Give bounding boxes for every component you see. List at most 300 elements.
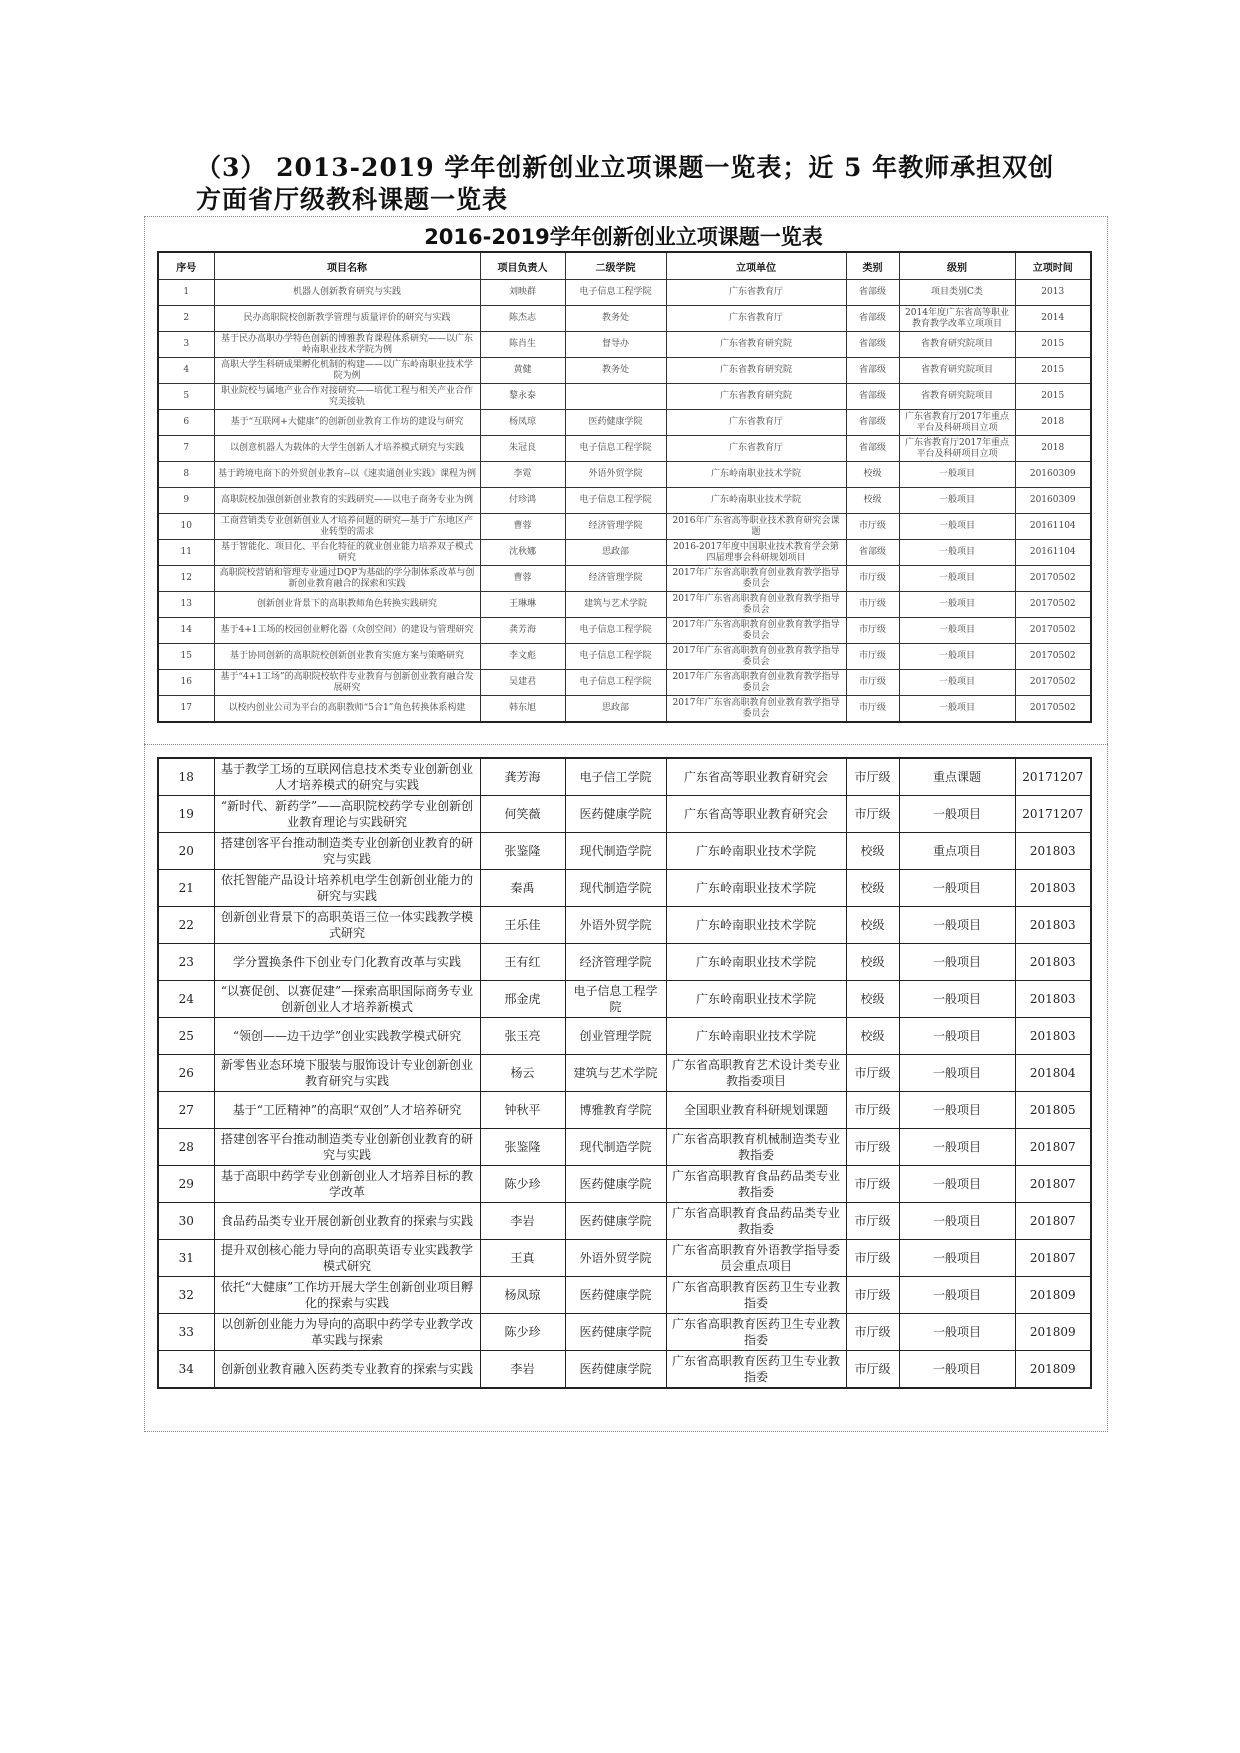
cell-leader: 杨凤琼 — [480, 410, 565, 436]
table-row — [158, 488, 1091, 514]
cell-index: 15 — [158, 644, 214, 670]
cell-date: 201803 — [1015, 1018, 1091, 1055]
cell-leader: 张玉亮 — [480, 1018, 565, 1055]
cell-college: 医药健康学院 — [565, 1203, 666, 1240]
cell-date: 2015 — [1015, 358, 1091, 384]
table-row — [158, 833, 1091, 870]
cell-category: 市厅级 — [846, 1203, 899, 1240]
cell-unit: 2017年广东省高职教育创业教育教学指导委员会 — [666, 696, 846, 723]
cell-college: 医药健康学院 — [565, 410, 666, 436]
cell-project-name: 以创新创业能力为导向的高职中药学专业教学改革实践与探索 — [214, 1314, 480, 1351]
table-row — [158, 1092, 1091, 1129]
cell-date: 201804 — [1015, 1055, 1091, 1092]
cell-level: 一般项目 — [899, 514, 1015, 540]
cell-category: 市厅级 — [846, 592, 899, 618]
cell-date: 20160309 — [1015, 462, 1091, 488]
table-row — [158, 944, 1091, 981]
cell-project-name: 依托“大健康”工作坊开展大学生创新创业项目孵化的探索与实践 — [214, 1277, 480, 1314]
cell-level: 一般项目 — [899, 488, 1015, 514]
cell-category: 市厅级 — [846, 1055, 899, 1092]
cell-unit: 广东省教育研究院 — [666, 384, 846, 410]
cell-project-name: “以赛促创、以赛促建”—探索高职国际商务专业创新创业人才培养新模式 — [214, 981, 480, 1018]
cell-leader: 朱冠良 — [480, 436, 565, 462]
cell-index: 19 — [158, 796, 214, 833]
cell-project-name: 高职院校加强创新创业教育的实践研究——以电子商务专业为例 — [214, 488, 480, 514]
cell-unit: 2017年广东省高职教育创业教育教学指导委员会 — [666, 644, 846, 670]
col-header-leader: 项目负责人 — [480, 252, 565, 280]
cell-date: 201807 — [1015, 1166, 1091, 1203]
cell-date: 201809 — [1015, 1314, 1091, 1351]
col-header-category: 类别 — [846, 252, 899, 280]
cell-leader: 邢金虎 — [480, 981, 565, 1018]
cell-category: 校级 — [846, 944, 899, 981]
table-row — [158, 514, 1091, 540]
cell-leader: 李岩 — [480, 1203, 565, 1240]
cell-level: 一般项目 — [899, 1203, 1015, 1240]
cell-date: 20170502 — [1015, 618, 1091, 644]
cell-leader: 陈肖生 — [480, 332, 565, 358]
cell-level: 一般项目 — [899, 1166, 1015, 1203]
cell-college: 外语外贸学院 — [565, 907, 666, 944]
cell-date: 20170502 — [1015, 644, 1091, 670]
table-row — [158, 306, 1091, 332]
col-header-index: 序号 — [158, 252, 214, 280]
cell-date: 201803 — [1015, 907, 1091, 944]
cell-college: 经济管理学院 — [565, 566, 666, 592]
cell-index: 18 — [158, 758, 214, 796]
cell-project-name: 高职大学生科研成果孵化机制的构建——以广东岭南职业技术学院为例 — [214, 358, 480, 384]
col-header-level: 级别 — [899, 252, 1015, 280]
cell-college: 电子信息工程学院 — [565, 981, 666, 1018]
table-row — [158, 981, 1091, 1018]
cell-category: 市厅级 — [846, 1092, 899, 1129]
table-row — [158, 696, 1091, 723]
cell-college: 现代制造学院 — [565, 1129, 666, 1166]
cell-unit: 广东岭南职业技术学院 — [666, 488, 846, 514]
cell-category: 校级 — [846, 833, 899, 870]
section-heading: （3） 2013-2019 学年创新创业立项课题一览表；近 5 年教师承担双创方面省厅级教科课题一览表 — [196, 153, 1055, 214]
cell-college: 现代制造学院 — [565, 833, 666, 870]
cell-college: 创业管理学院 — [565, 1018, 666, 1055]
cell-unit: 广东岭南职业技术学院 — [666, 870, 846, 907]
cell-project-name: 搭建创客平台推动制造类专业创新创业教育的研究与实践 — [214, 833, 480, 870]
cell-college: 外语外贸学院 — [565, 462, 666, 488]
cell-level: 一般项目 — [899, 1314, 1015, 1351]
cell-date: 2013 — [1015, 280, 1091, 306]
cell-unit: 广东省教育厅 — [666, 436, 846, 462]
cell-level: 重点项目 — [899, 833, 1015, 870]
cell-college: 教务处 — [565, 358, 666, 384]
table-row — [158, 796, 1091, 833]
projects-table-upper — [157, 251, 1092, 723]
cell-category: 省部级 — [846, 358, 899, 384]
cell-category: 市厅级 — [846, 1351, 899, 1389]
cell-index: 32 — [158, 1277, 214, 1314]
cell-unit: 广东省高职教育医药卫生专业教指委 — [666, 1277, 846, 1314]
cell-category: 省部级 — [846, 332, 899, 358]
cell-date: 201805 — [1015, 1092, 1091, 1129]
cell-index: 29 — [158, 1166, 214, 1203]
cell-date: 201807 — [1015, 1203, 1091, 1240]
table-row — [158, 280, 1091, 306]
cell-category: 市厅级 — [846, 796, 899, 833]
cell-date: 201809 — [1015, 1351, 1091, 1389]
cell-project-name: 以创意机器人为载体的大学生创新人才培养模式研究与实践 — [214, 436, 480, 462]
cell-project-name: 基于跨境电商下的外贸创业教育--以《速卖通创业实践》课程为例 — [214, 462, 480, 488]
cell-category: 校级 — [846, 870, 899, 907]
cell-index: 17 — [158, 696, 214, 723]
cell-index: 7 — [158, 436, 214, 462]
table-row — [158, 540, 1091, 566]
cell-date: 20161104 — [1015, 514, 1091, 540]
cell-project-name: 基于“工匠精神”的高职“双创”人才培养研究 — [214, 1092, 480, 1129]
col-header-college: 二级学院 — [565, 252, 666, 280]
cell-level: 广东省教育厅2017年重点平台及科研项目立项 — [899, 436, 1015, 462]
table-row — [158, 462, 1091, 488]
cell-leader: 王有红 — [480, 944, 565, 981]
cell-category: 校级 — [846, 981, 899, 1018]
cell-unit: 2017年广东省高职教育创业教育教学指导委员会 — [666, 618, 846, 644]
cell-leader: 吴建君 — [480, 670, 565, 696]
cell-category: 省部级 — [846, 280, 899, 306]
cell-leader: 秦禹 — [480, 870, 565, 907]
cell-leader: 钟秋平 — [480, 1092, 565, 1129]
cell-leader: 付珍鸿 — [480, 488, 565, 514]
cell-college: 经济管理学院 — [565, 514, 666, 540]
col-header-date: 立项时间 — [1015, 252, 1091, 280]
cell-index: 1 — [158, 280, 214, 306]
cell-date: 2018 — [1015, 436, 1091, 462]
cell-project-name: 食品药品类专业开展创新创业教育的探索与实践 — [214, 1203, 480, 1240]
table-row — [158, 1277, 1091, 1314]
cell-unit: 广东省教育厅 — [666, 410, 846, 436]
table-row — [158, 644, 1091, 670]
cell-leader: 龚芳海 — [480, 618, 565, 644]
table-row — [158, 1314, 1091, 1351]
cell-date: 2014 — [1015, 306, 1091, 332]
cell-college: 督导办 — [565, 332, 666, 358]
cell-college: 电子信息工程学院 — [565, 644, 666, 670]
cell-unit: 2016年广东省高等职业技术教育研究会课题 — [666, 514, 846, 540]
table-row — [158, 670, 1091, 696]
cell-date: 2015 — [1015, 384, 1091, 410]
cell-unit: 2017年广东省高职教育创业教育教学指导委员会 — [666, 670, 846, 696]
cell-level: 一般项目 — [899, 1240, 1015, 1277]
cell-index: 12 — [158, 566, 214, 592]
cell-leader: 陈杰志 — [480, 306, 565, 332]
cell-unit: 2017年广东省高职教育创业教育教学指导委员会 — [666, 592, 846, 618]
cell-index: 31 — [158, 1240, 214, 1277]
cell-unit: 广东岭南职业技术学院 — [666, 833, 846, 870]
cell-college: 教务处 — [565, 306, 666, 332]
table-header-row — [158, 252, 1091, 280]
cell-category: 校级 — [846, 488, 899, 514]
table-row — [158, 907, 1091, 944]
cell-unit: 广东省高职教育机械制造类专业教指委 — [666, 1129, 846, 1166]
cell-level: 一般项目 — [899, 566, 1015, 592]
cell-date: 201803 — [1015, 870, 1091, 907]
table-row — [158, 332, 1091, 358]
cell-unit: 广东省高等职业教育研究会 — [666, 758, 846, 796]
cell-date: 201807 — [1015, 1240, 1091, 1277]
cell-leader: 杨云 — [480, 1055, 565, 1092]
cell-index: 30 — [158, 1203, 214, 1240]
cell-category: 市厅级 — [846, 670, 899, 696]
cell-level: 一般项目 — [899, 1092, 1015, 1129]
cell-college: 医药健康学院 — [565, 1277, 666, 1314]
cell-level: 一般项目 — [899, 870, 1015, 907]
cell-college: 经济管理学院 — [565, 944, 666, 981]
cell-unit: 2016-2017年度中国职业技术教育学会第四届理事会科研规划项目 — [666, 540, 846, 566]
cell-category: 市厅级 — [846, 1129, 899, 1166]
cell-index: 23 — [158, 944, 214, 981]
table-row — [158, 592, 1091, 618]
cell-index: 8 — [158, 462, 214, 488]
cell-college: 外语外贸学院 — [565, 1240, 666, 1277]
cell-college: 电子信息工程学院 — [565, 670, 666, 696]
cell-category: 省部级 — [846, 306, 899, 332]
cell-level: 一般项目 — [899, 1018, 1015, 1055]
cell-index: 20 — [158, 833, 214, 870]
table-row — [158, 1351, 1091, 1389]
cell-level: 一般项目 — [899, 1351, 1015, 1389]
cell-project-name: 以校内创业公司为平台的高职教师“5合1”角色转换体系构建 — [214, 696, 480, 723]
cell-college: 博雅教育学院 — [565, 1092, 666, 1129]
cell-unit: 广东省教育研究院 — [666, 332, 846, 358]
cell-index: 6 — [158, 410, 214, 436]
cell-category: 校级 — [846, 1018, 899, 1055]
cell-project-name: 依托智能产品设计培养机电学生创新创业能力的研究与实践 — [214, 870, 480, 907]
cell-unit: 广东岭南职业技术学院 — [666, 1018, 846, 1055]
cell-project-name: 基于民办高职办学特色创新的博雅教育课程体系研究——以广东岭南职业技术学院为例 — [214, 332, 480, 358]
cell-date: 20160309 — [1015, 488, 1091, 514]
cell-category: 市厅级 — [846, 1277, 899, 1314]
cell-level: 一般项目 — [899, 592, 1015, 618]
cell-project-name: 创新创业背景下的高职教师角色转换实践研究 — [214, 592, 480, 618]
table-row — [158, 410, 1091, 436]
table-row — [158, 436, 1091, 462]
cell-project-name: 高职院校营销和管理专业通过DQP为基础的学分制体系改革与创新创业教育融合的探索和实践 — [214, 566, 480, 592]
cell-level: 2014年度广东省高等职业教育教学改革立项项目 — [899, 306, 1015, 332]
cell-date: 20170502 — [1015, 592, 1091, 618]
cell-project-name: 提升双创核心能力导向的高职英语专业实践教学模式研究 — [214, 1240, 480, 1277]
cell-date: 20171207 — [1015, 758, 1091, 796]
table-row — [158, 1166, 1091, 1203]
cell-project-name: 基于教学工场的互联网信息技术类专业创新创业人才培养模式的研究与实践 — [214, 758, 480, 796]
cell-leader: 杨凤琼 — [480, 1277, 565, 1314]
cell-unit: 广东省教育研究院 — [666, 358, 846, 384]
cell-index: 13 — [158, 592, 214, 618]
cell-leader: 刘映群 — [480, 280, 565, 306]
cell-project-name: 民办高职院校创新教学管理与质量评价的研究与实践 — [214, 306, 480, 332]
cell-college: 医药健康学院 — [565, 796, 666, 833]
cell-project-name: 创新创业教育融入医药类专业教育的探索与实践 — [214, 1351, 480, 1389]
cell-index: 22 — [158, 907, 214, 944]
cell-index: 27 — [158, 1092, 214, 1129]
cell-level: 广东省教育厅2017年重点平台及科研项目立项 — [899, 410, 1015, 436]
cell-date: 201803 — [1015, 981, 1091, 1018]
cell-project-name: 基于“互联网+大健康”的创新创业教育工作坊的建设与研究 — [214, 410, 480, 436]
table-row — [158, 1129, 1091, 1166]
cell-college: 建筑与艺术学院 — [565, 1055, 666, 1092]
cell-leader: 李岩 — [480, 1351, 565, 1389]
cell-category: 省部级 — [846, 540, 899, 566]
cell-level: 省教育研究院项目 — [899, 384, 1015, 410]
cell-category: 省部级 — [846, 436, 899, 462]
cell-index: 11 — [158, 540, 214, 566]
cell-unit: 广东岭南职业技术学院 — [666, 907, 846, 944]
cell-category: 市厅级 — [846, 514, 899, 540]
cell-category: 校级 — [846, 462, 899, 488]
cell-index: 2 — [158, 306, 214, 332]
cell-college: 电子信工学院 — [565, 758, 666, 796]
cell-project-name: 职业院校与属地产业合作对接研究——培优工程与相关产业合作究美接轨 — [214, 384, 480, 410]
cell-college: 医药健康学院 — [565, 1351, 666, 1389]
cell-category: 市厅级 — [846, 644, 899, 670]
cell-leader: 王琳琳 — [480, 592, 565, 618]
table-row — [158, 1055, 1091, 1092]
cell-project-name: “新时代、新药学”——高职院校药学专业创新创业教育理论与实践研究 — [214, 796, 480, 833]
cell-level: 一般项目 — [899, 644, 1015, 670]
cell-date: 20161104 — [1015, 540, 1091, 566]
cell-project-name: 基于协同创新的高职院校创新创业教育实施方案与策略研究 — [214, 644, 480, 670]
cell-level: 一般项目 — [899, 796, 1015, 833]
cell-leader: 陈少珍 — [480, 1166, 565, 1203]
cell-project-name: 学分置换条件下创业专门化教育改革与实践 — [214, 944, 480, 981]
cell-leader: 王乐佳 — [480, 907, 565, 944]
table-row — [158, 870, 1091, 907]
table-row — [158, 758, 1091, 796]
cell-college: 电子信息工程学院 — [565, 618, 666, 644]
table-row — [158, 566, 1091, 592]
cell-date: 20170502 — [1015, 670, 1091, 696]
cell-index: 25 — [158, 1018, 214, 1055]
cell-level: 一般项目 — [899, 907, 1015, 944]
table-title: 2016-2019学年创新创业立项课题一览表 — [424, 225, 823, 249]
cell-index: 3 — [158, 332, 214, 358]
cell-project-name: 创新创业背景下的高职英语三位一体实践教学模式研究 — [214, 907, 480, 944]
cell-project-name: 基于高职中药学专业创新创业人才培养目标的教学改革 — [214, 1166, 480, 1203]
cell-unit: 广东省教育厅 — [666, 280, 846, 306]
cell-index: 26 — [158, 1055, 214, 1092]
cell-unit: 广东省高等职业教育研究会 — [666, 796, 846, 833]
cell-index: 5 — [158, 384, 214, 410]
cell-level: 一般项目 — [899, 670, 1015, 696]
cell-project-name: 基于“4+1工场”的高职院校软件专业教育与创新创业教育融合发展研究 — [214, 670, 480, 696]
cell-leader: 韩东旭 — [480, 696, 565, 723]
cell-category: 市厅级 — [846, 1314, 899, 1351]
cell-date: 2018 — [1015, 410, 1091, 436]
cell-college: 电子信息工程学院 — [565, 436, 666, 462]
cell-project-name: “领创——边干边学”创业实践教学模式研究 — [214, 1018, 480, 1055]
cell-index: 33 — [158, 1314, 214, 1351]
cell-index: 10 — [158, 514, 214, 540]
cell-category: 市厅级 — [846, 696, 899, 723]
cell-unit: 广东省高职教育食品药品类专业教指委 — [666, 1203, 846, 1240]
cell-category: 市厅级 — [846, 1166, 899, 1203]
cell-college: 医药健康学院 — [565, 1314, 666, 1351]
cell-category: 省部级 — [846, 384, 899, 410]
cell-level: 省教育研究院项目 — [899, 332, 1015, 358]
cell-leader: 沈秋娜 — [480, 540, 565, 566]
cell-date: 20171207 — [1015, 796, 1091, 833]
cell-leader: 张鉴隆 — [480, 1129, 565, 1166]
cell-level: 重点课题 — [899, 758, 1015, 796]
cell-level: 一般项目 — [899, 618, 1015, 644]
cell-index: 24 — [158, 981, 214, 1018]
cell-category: 市厅级 — [846, 1240, 899, 1277]
cell-date: 201807 — [1015, 1129, 1091, 1166]
cell-date: 201809 — [1015, 1277, 1091, 1314]
table-row — [158, 358, 1091, 384]
cell-level: 一般项目 — [899, 696, 1015, 723]
cell-leader: 龚芳海 — [480, 758, 565, 796]
cell-index: 34 — [158, 1351, 214, 1389]
cell-college: 医药健康学院 — [565, 1166, 666, 1203]
cell-date: 2015 — [1015, 332, 1091, 358]
cell-category: 校级 — [846, 907, 899, 944]
col-header-name: 项目名称 — [214, 252, 480, 280]
cell-category: 省部级 — [846, 410, 899, 436]
cell-leader: 何笑薇 — [480, 796, 565, 833]
cell-leader: 陈少珍 — [480, 1314, 565, 1351]
cell-level: 一般项目 — [899, 1129, 1015, 1166]
cell-unit: 全国职业教育科研规划课题 — [666, 1092, 846, 1129]
cell-leader: 李文彪 — [480, 644, 565, 670]
table-row — [158, 1203, 1091, 1240]
cell-level: 一般项目 — [899, 540, 1015, 566]
cell-leader: 曹蓉 — [480, 566, 565, 592]
cell-index: 9 — [158, 488, 214, 514]
cell-level: 一般项目 — [899, 1277, 1015, 1314]
table-row — [158, 1240, 1091, 1277]
cell-college: 电子信息工程学院 — [565, 280, 666, 306]
cell-college: 思政部 — [565, 540, 666, 566]
cell-date: 201803 — [1015, 833, 1091, 870]
cell-college: 电子信息工程学院 — [565, 488, 666, 514]
cell-project-name: 基于4+1工场的校园创业孵化器（众创空间）的建设与管理研究 — [214, 618, 480, 644]
cell-project-name: 机器人创新教育研究与实践 — [214, 280, 480, 306]
cell-college: 建筑与艺术学院 — [565, 592, 666, 618]
cell-category: 市厅级 — [846, 758, 899, 796]
cell-unit: 广东省高职教育医药卫生专业教指委 — [666, 1314, 846, 1351]
cell-leader: 黎永泰 — [480, 384, 565, 410]
cell-date: 201803 — [1015, 944, 1091, 981]
cell-unit: 广东省高职教育艺术设计类专业教指委项目 — [666, 1055, 846, 1092]
cell-unit: 广东省高职教育医药卫生专业教指委 — [666, 1351, 846, 1389]
cell-unit: 广东岭南职业技术学院 — [666, 981, 846, 1018]
cell-index: 16 — [158, 670, 214, 696]
cell-level: 一般项目 — [899, 462, 1015, 488]
cell-index: 28 — [158, 1129, 214, 1166]
cell-unit: 广东省高职教育食品药品类专业教指委 — [666, 1166, 846, 1203]
cell-unit: 广东省教育厅 — [666, 306, 846, 332]
cell-project-name: 搭建创客平台推动制造类专业创新创业教育的研究与实践 — [214, 1129, 480, 1166]
table-row — [158, 1018, 1091, 1055]
cell-college: 思政部 — [565, 696, 666, 723]
cell-unit: 广东省高职教育外语教学指导委员会重点项目 — [666, 1240, 846, 1277]
cell-college — [565, 384, 666, 410]
table-row — [158, 618, 1091, 644]
cell-project-name: 基于智能化、项目化、平台化特征的就业创业能力培养双子模式研究 — [214, 540, 480, 566]
cell-date: 20170502 — [1015, 566, 1091, 592]
cell-leader: 李霓 — [480, 462, 565, 488]
projects-table-lower — [157, 757, 1092, 1389]
cell-unit: 广东岭南职业技术学院 — [666, 944, 846, 981]
cell-level: 项目类别C类 — [899, 280, 1015, 306]
cell-date: 20170502 — [1015, 696, 1091, 723]
cell-leader: 王真 — [480, 1240, 565, 1277]
